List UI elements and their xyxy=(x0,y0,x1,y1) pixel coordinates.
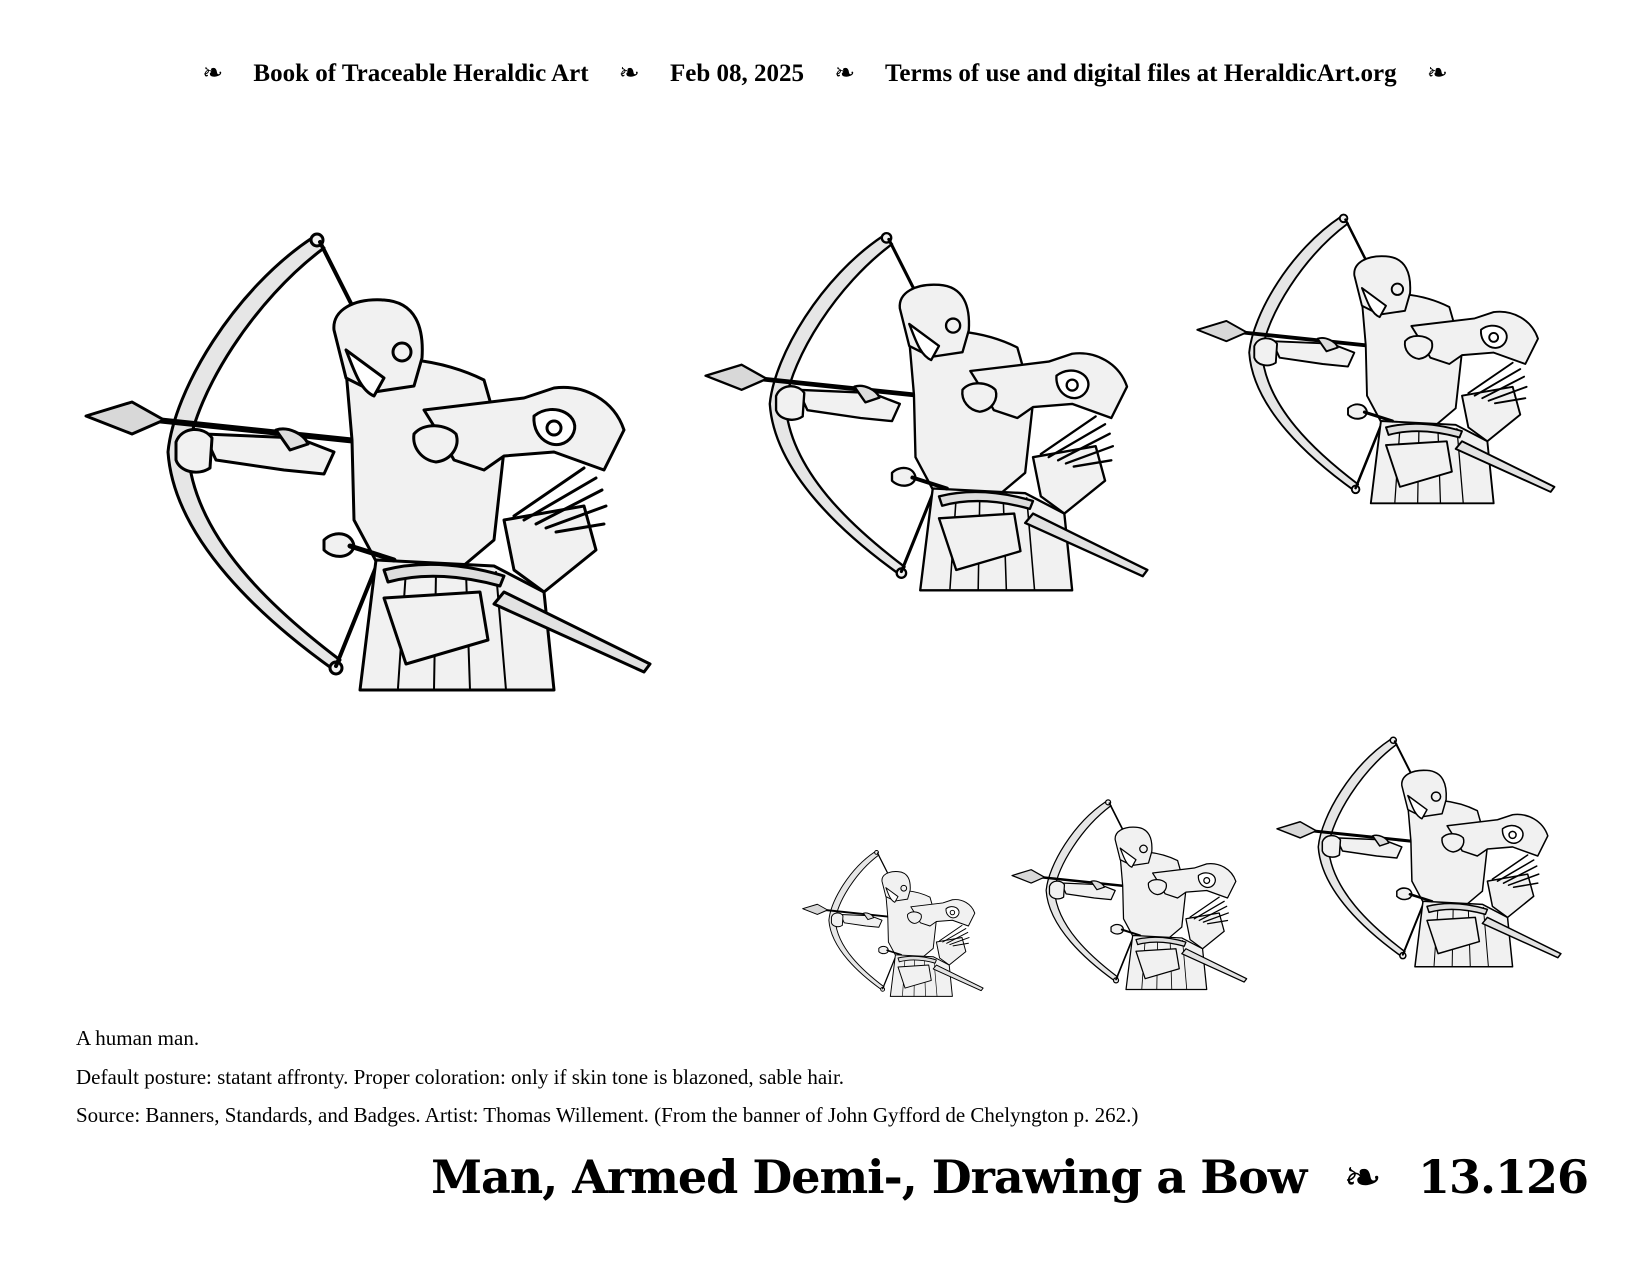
page-header xyxy=(0,58,1650,88)
charge-number: 13.126 xyxy=(1417,1150,1588,1204)
archer-drawing-bow-icon xyxy=(1276,730,1578,982)
description-line-2: Default posture: statant affronty. Proper coloration: only if skin tone is blazoned, sable hair. xyxy=(76,1065,845,1089)
archer-medium-1-figure xyxy=(704,222,1174,614)
archer-small-3-figure xyxy=(1276,730,1578,982)
header-fleuron-icon: ❧ xyxy=(834,60,856,87)
terms-link[interactable]: Terms of use and digital files at HeraldicArt.org xyxy=(885,60,1397,87)
archer-medium-2-figure xyxy=(1196,205,1576,523)
header-fleuron-icon: ❧ xyxy=(618,60,640,87)
charge-title: Man, Armed Demi-, Drawing a Bow xyxy=(431,1150,1307,1204)
archer-small-1-figure xyxy=(802,846,994,1006)
archer-drawing-bow-icon xyxy=(1011,794,1261,1002)
archer-drawing-bow-icon xyxy=(1196,205,1576,523)
description-line-1: A human man. xyxy=(76,1026,200,1050)
header-date: Feb 08, 2025 xyxy=(670,60,805,87)
archer-drawing-bow-icon xyxy=(704,222,1174,614)
page-title xyxy=(431,1150,1588,1204)
book-title: Book of Traceable Heraldic Art xyxy=(253,60,589,87)
archer-large-figure xyxy=(84,220,684,720)
archer-drawing-bow-icon xyxy=(802,846,994,1006)
header-fleuron-icon: ❧ xyxy=(1426,60,1448,87)
title-fleuron-icon: ❧ xyxy=(1343,1150,1381,1204)
archer-drawing-bow-icon xyxy=(84,220,684,720)
archer-small-2-figure xyxy=(1011,794,1261,1002)
header-fleuron-icon: ❧ xyxy=(202,60,224,87)
description-line-3: Source: Banners, Standards, and Badges. Artist: Thomas Willement. (From the banner of John Gyfford de Chelyngton p. 262.) xyxy=(76,1103,1139,1127)
